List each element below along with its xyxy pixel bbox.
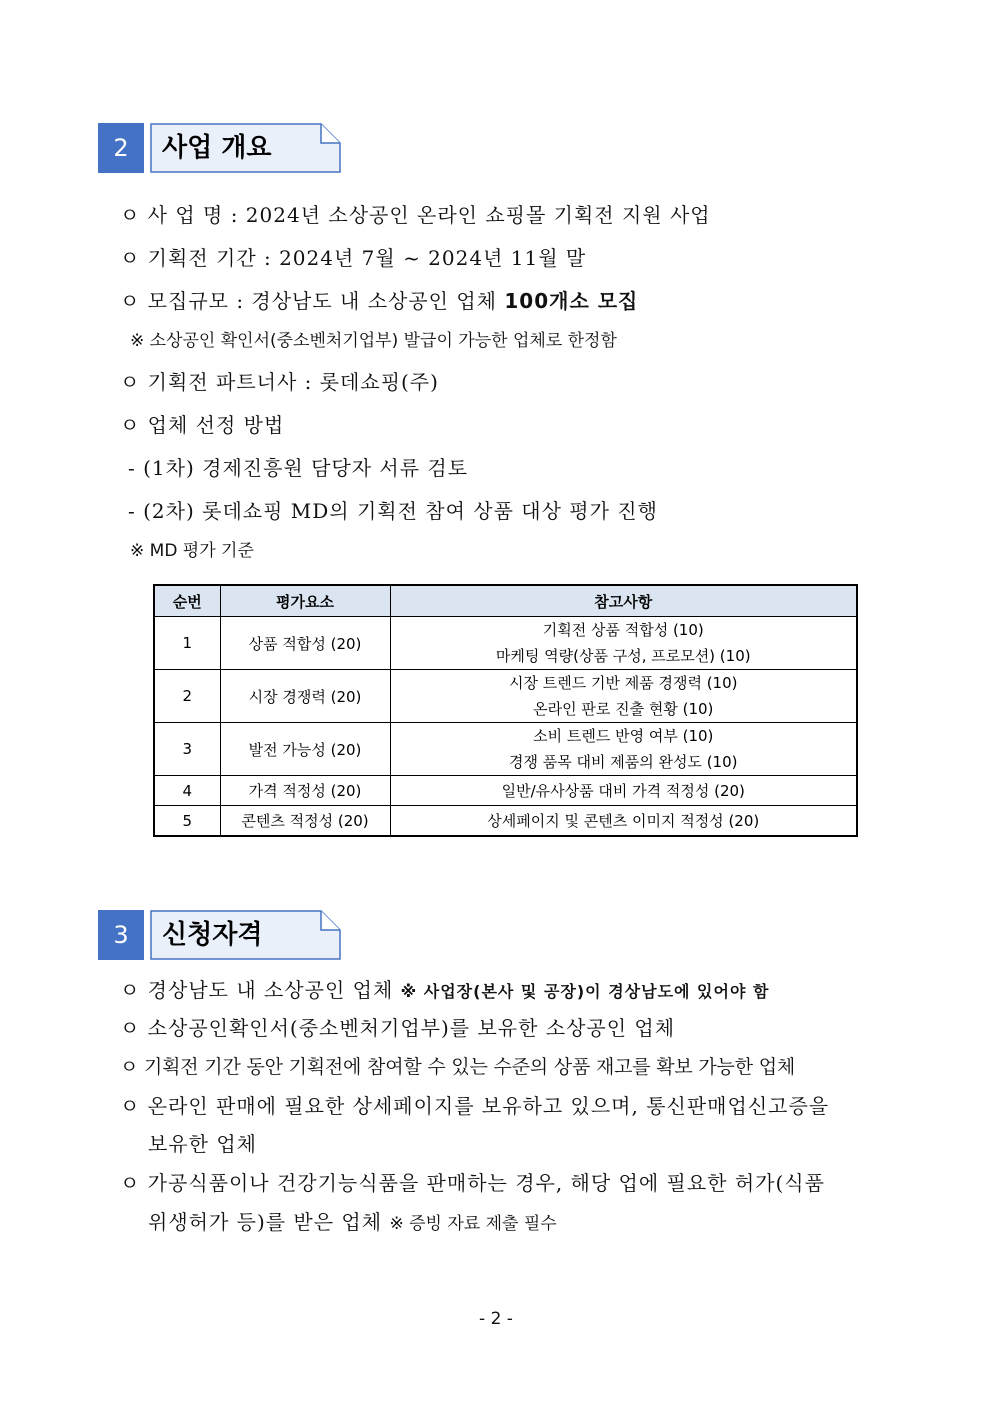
section-number: 2 xyxy=(98,123,144,173)
row-notes xyxy=(390,806,857,837)
eligibility-text: ㅇ 경상남도 내 소상공인 업체 xyxy=(120,978,401,1002)
section-title: 사업 개요 xyxy=(162,133,272,163)
row-item: 상품 적합성 (20) xyxy=(220,617,390,670)
eligibility-text: 위생허가 등)를 받은 업체 xyxy=(148,1210,390,1234)
note-text: 경쟁 품목 대비 제품의 완성도 (10) xyxy=(508,753,738,771)
row-number: 3 xyxy=(154,723,220,776)
row-notes xyxy=(390,617,857,670)
eligibility-line: ㅇ 소상공인확인서(중소벤처기업부)를 보유한 소상공인 업체 xyxy=(120,1016,676,1040)
page-number: - 2 - xyxy=(479,1309,513,1329)
recruit-scale-text: ㅇ 모집규모 : 경상남도 내 소상공인 업체 xyxy=(120,289,505,313)
row-item: 시장 경쟁력 (20) xyxy=(220,670,390,723)
table-row xyxy=(154,776,857,806)
eligibility-line: ㅇ 기획전 기간 동안 기획전에 참여할 수 있는 수준의 상품 재고를 확보 가능한 업체 xyxy=(120,1056,795,1078)
eligibility-line: ㅇ 온라인 판매에 필요한 상세페이지를 보유하고 있으며, 통신판매업신고증을 xyxy=(120,1094,830,1118)
eligibility-note: ※ 사업장(본사 및 공장)이 경상남도에 있어야 함 xyxy=(400,982,770,1001)
note-text: 시장 트렌드 기반 제품 경쟁력 (10) xyxy=(508,674,738,692)
note-text: 소비 트렌드 반영 여부 (10) xyxy=(533,727,714,745)
row-item: 가격 적정성 (20) xyxy=(220,776,390,806)
overview-line: ㅇ 사 업 명 : 2024년 소상공인 온라인 쇼핑몰 기획전 지원 사업 xyxy=(120,203,711,227)
note-text: 일반/유사상품 대비 가격 적정성 (20) xyxy=(501,781,745,800)
dash-line: - (2차) 롯데쇼핑 MD의 기획전 참여 상품 대상 평가 진행 xyxy=(128,499,658,523)
eligibility-note: ※ 증빙 자료 제출 필수 xyxy=(389,1214,557,1234)
column-header: 평가요소 xyxy=(220,585,390,617)
row-number: 4 xyxy=(154,776,220,806)
eligibility-line: ㅇ 가공식품이나 건강기능식품을 판매하는 경우, 해당 업에 필요한 허가(식품 xyxy=(120,1171,825,1195)
table-row xyxy=(154,617,857,670)
note-text: 상세페이지 및 콘텐츠 이미지 적정성 (20) xyxy=(487,811,760,830)
dash-line: - (1차) 경제진흥원 담당자 서류 검토 xyxy=(128,456,469,480)
eligibility-line xyxy=(120,975,769,1007)
eligibility-line xyxy=(148,1207,557,1239)
overview-line: ㅇ 업체 선정 방법 xyxy=(120,413,285,437)
note-text: 기획전 상품 적합성 (10) xyxy=(542,621,704,639)
note-text: 온라인 판로 진출 현황 (10) xyxy=(533,700,714,718)
note-text: 마케팅 역량(상품 구성, 프로모션) (10) xyxy=(495,647,751,665)
section-title-box xyxy=(150,123,341,173)
row-number: 2 xyxy=(154,670,220,723)
row-notes xyxy=(390,670,857,723)
section-title-box xyxy=(150,910,341,960)
section-number: 3 xyxy=(98,910,144,960)
note-line: ※ 소상공인 확인서(중소벤처기업부) 발급이 가능한 업체로 한정함 xyxy=(130,331,617,351)
column-header: 참고사항 xyxy=(390,585,857,617)
overview-line xyxy=(120,286,638,316)
row-item: 콘텐츠 적정성 (20) xyxy=(220,806,390,837)
row-item: 발전 가능성 (20) xyxy=(220,723,390,776)
row-notes xyxy=(390,776,857,806)
overview-line: ㅇ 기획전 기간 : 2024년 7월 ~ 2024년 11월 말 xyxy=(120,246,587,270)
section-title: 신청자격 xyxy=(162,920,263,950)
note-line: ※ MD 평가 기준 xyxy=(130,541,254,561)
table-row xyxy=(154,670,857,723)
table-header-row xyxy=(154,585,857,617)
eligibility-line: 보유한 업체 xyxy=(148,1132,257,1156)
recruit-scale-highlight: 100개소 모집 xyxy=(504,289,639,313)
row-number: 5 xyxy=(154,806,220,837)
table-row xyxy=(154,806,857,837)
evaluation-criteria-table xyxy=(153,584,858,837)
row-notes xyxy=(390,723,857,776)
row-number: 1 xyxy=(154,617,220,670)
table-row xyxy=(154,723,857,776)
overview-line: ㅇ 기획전 파트너사 : 롯데쇼핑(주) xyxy=(120,370,439,394)
column-header: 순번 xyxy=(154,585,220,617)
